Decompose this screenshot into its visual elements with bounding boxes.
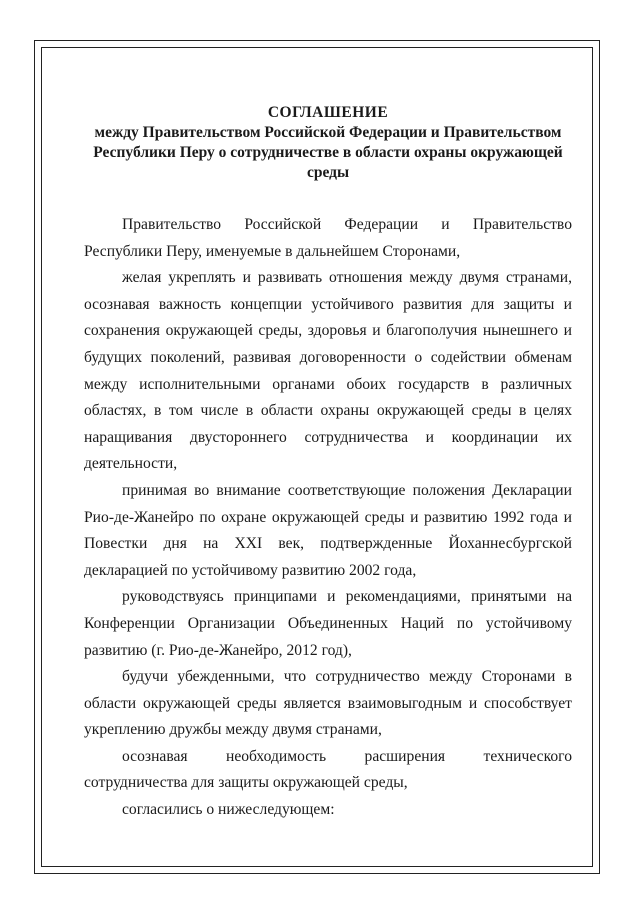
- preamble: [84, 212, 572, 824]
- document-body: [84, 103, 572, 824]
- paragraph-convinced: будучи убежденными, что сотрудничество между Сторонами в области окружающей среды является взаимовыгодным и способствует укреплению дружбы между двумя странами,: [84, 668, 572, 739]
- document-title: СОГЛАШЕНИЕ: [267, 104, 389, 121]
- paragraph-taking-into-account: принимая во внимание соответствующие положения Декларации Рио-де-Жанейро по охране окружающей среды и развитию 1992 года и Повестки дня на XXI век, подтвержденные Йоханнесбургской декларацией по устойчивому развитию 2002 года,: [84, 481, 572, 579]
- paragraph-recognizing: осознавая необходимость расширения технического сотрудничества для защиты окружающей среды,: [84, 747, 572, 792]
- paragraph-desiring: желая укреплять и развивать отношения между двумя странами, осознавая важность концепции устойчивого развития для защиты и сохранения окружающей среды, здоровья и благополучия нынешнего и будущих поколений, развивая договоренности о содействии обменам между исполнительными органами обоих государств в различных областях, в том числе в области охраны окружающей среды в целях наращивания двустороннего сотрудничества и координации их деятельности,: [84, 269, 572, 473]
- document-heading: [84, 103, 572, 183]
- paragraph-agreed: согласились о нижеследующем:: [122, 801, 335, 819]
- document-subtitle: между Правительством Российской Федерации и Правительством Республики Перу о сотрудничестве в области охраны окружающей среды: [93, 124, 563, 181]
- paragraph-guided-by: руководствуясь принципами и рекомендациями, принятыми на Конференции Организации Объединенных Наций по устойчивому развитию (г. Рио-де-Жанейро, 2012 год),: [84, 588, 572, 659]
- paragraph-parties: Правительство Российской Федерации и Правительство Республики Перу, именуемые в дальнейшем Сторонами,: [84, 216, 572, 260]
